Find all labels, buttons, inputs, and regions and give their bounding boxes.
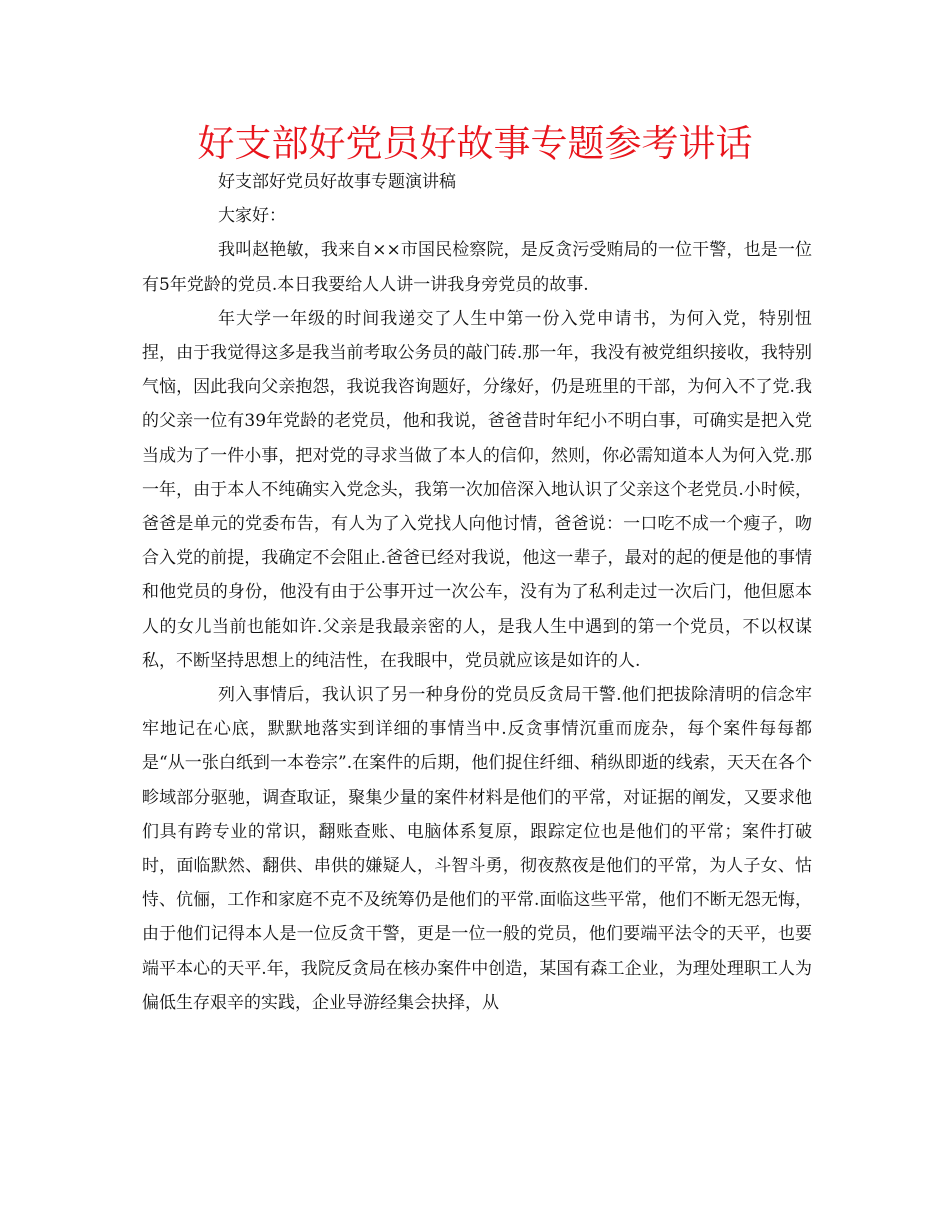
document-title: 好支部好党员好故事专题参考讲话 (197, 122, 753, 165)
greeting-line: 大家好： (218, 206, 286, 227)
body-paragraph: 我叫赵艳敏，我来自××市国民检察院，是反贪污受贿局的一位干警，也是一位有5年党龄的党员.本日我要给人人讲一讲我身旁党员的故事. (142, 240, 812, 295)
subtitle-line: 好支部好党员好故事专题演讲稿 (218, 172, 456, 192)
body-paragraph: 列入事情后，我认识了另一种身份的党员反贪局干警.他们把拔除清明的信念牢牢地记在心底，默默地落实到详细的事情当中.反贪事情沉重而庞杂，每个案件每每都是“从一张白纸到一本卷宗”.在案件的后期，他们捉住纤细、稍纵即逝的线索，天天在各个畛域部分驱驰，调查取证，聚集少量的案件材料是他们的平常，对证据的阐发，又要求他们具有跨专业的常识，翻账查账、电脑体系复原，跟踪定位也是他们的平常；案件打破时，面临默然、翻供、串供的嫌疑人，斗智斗勇，彻夜熬夜是他们的平常，为人子女、怙恃、伉俪，工作和家庭不克不及统筹仍是他们的平常.面临这些平常，他们不断无怨无悔，由于他们记得本人是一位反贪干警，更是一位一般的党员，他们要端平法令的天平，也要端平本心的天平.年，我院反贪局在核办案件中创造，某国有森工企业，为理处理职工人为偏低生存艰辛的实践，企业导游经集会抉择，从 (142, 685, 812, 1013)
body-paragraph: 年大学一年级的时间我递交了人生中第一份入党申请书，为何入党，特别忸捏，由于我觉得这多是我当前考取公务员的敲门砖.那一年，我没有被党组织接收，我特别气恼，因此我向父亲抱怨，我说我咨询题好，分缘好，仍是班里的干部，为何入不了党.我的父亲一位有39年党龄的老党员，他和我说，爸爸昔时年纪小不明白事，可确实是把入党当成为了一件小事，把对党的寻求当做了本人的信仰，然则，你必需知道本人为何入党.那一年，由于本人不纯确实入党念头，我第一次加倍深入地认识了父亲这个老党员.小时候，爸爸是单元的党委布告，有人为了入党找人向他讨情，爸爸说：一口吃不成一个瘦子，吻合入党的前提，我确定不会阻止.爸爸已经对我说，他这一辈子，最对的起的便是他的事情和他党员的身份，他没有由于公事开过一次公车，没有为了私利走过一次后门，他但愿本人的女儿当前也能如许.父亲是我最亲密的人，是我人生中遇到的第一个党员，不以权谋私，不断坚持思想上的纯洁性，在我眼中，党员就应该是如许的人. (142, 308, 812, 671)
document-body (142, 165, 812, 1020)
